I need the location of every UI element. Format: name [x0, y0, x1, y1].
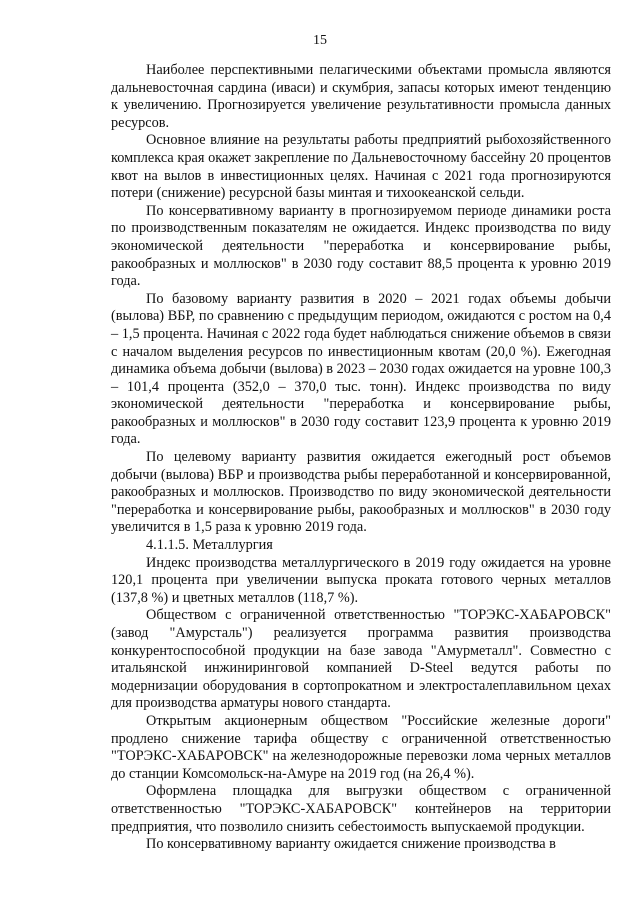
paragraph-target-variant: По целевому варианту развития ожидается ежегодный рост объемов добычи (вылова) ВБР и производства рыбы переработанной и консервированной, ракообразных и моллюсков. Производство по виду экономической деятельности "переработка и консервирование рыбы, ракообразных и моллюсков" в 2030 году увеличится в 1,5 раза к уровню 2019 года.: [111, 449, 611, 536]
paragraph-quota-impact: Основное влияние на результаты работы предприятий рыбохозяйственного комплекса края окажет закрепление по Дальневосточному бассейну 20 процентов квот на вылов в инвестиционных целях. Начиная с 2021 года прогнозируются потери (снижение) ресурсной базы минтая и тихоокеанской сельди.: [111, 132, 611, 202]
document-body: [111, 62, 611, 854]
section-heading-metallurgy: 4.1.1.5. Металлургия: [146, 537, 273, 554]
paragraph-torex-program: Обществом с ограниченной ответственностью "ТОРЭКС-ХАБАРОВСК" (завод "Амурсталь") реализуется программа развития производства конкурентоспособной продукции на базе завода "Амурметалл". Совместно с итальянской инжиниринговой компанией D-Steel ведутся работы по модернизации оборудования в сортопрокатном и электросталеплавильном цехах для производства арматуры нового стандарта.: [111, 607, 611, 712]
paragraph-container-site: Оформлена площадка для выгрузки обществом с ограниченной ответственностью "ТОРЭКС-ХАБАРОВСК" контейнеров на территории предприятия, что позволило снизить себестоимость выпускаемой продукции.: [111, 783, 611, 835]
paragraph-rzd-tariff: Открытым акционерным обществом "Российские железные дороги" продлено снижение тарифа обществу с ограниченной ответственностью "ТОРЭКС-ХАБАРОВСК" на железнодорожные перевозки лома черных металлов до станции Комсомольск-на-Амуре на 2019 год (на 26,4 %).: [111, 712, 611, 782]
page-number: 15: [313, 33, 327, 48]
paragraph-pelagic-objects: Наиболее перспективными пелагическими объектами промысла являются дальневосточная сардина (иваси) и скумбрия, запасы которых имеют тенденцию к увеличению. Прогнозируется увеличение результативности промысла данных ресурсов.: [111, 62, 611, 131]
paragraph-conservative-variant: По консервативному варианту в прогнозируемом периоде динамики роста по производственным показателям не ожидается. Индекс производства по виду экономической деятельности "переработка и консервирование рыбы, ракообразных и моллюсков" в 2030 году составит 88,5 процента к уровню 2019 года.: [111, 202, 611, 290]
paragraph-metallurgy-index: Индекс производства металлургического в 2019 году ожидается на уровне 120,1 процента при увеличении выпуска проката готового черных металлов (137,8 %) и цветных металлов (118,7 %).: [111, 554, 611, 606]
paragraph-base-variant: По базовому варианту развития в 2020 – 2021 годах объемы добычи (вылова) ВБР, по сравнению с предыдущим периодом, ожидаются с ростом на 0,4 – 1,5 процента. Начиная с 2022 года будет наблюдаться снижение объемов в связи с началом выделения ресурсов по инвестиционным квотам (20,0 %). Ежегодная динамика объема добычи (вылова) в 2023 – 2030 годах ожидается на уровне 100,3 – 101,4 процента (352,0 – 370,0 тыс. тонн). Индекс производства по виду экономической деятельности "переработка и консервирование рыбы, ракообразных и моллюсков" в 2030 году составит 123,9 процента к уровню 2019 года.: [111, 290, 611, 448]
paragraph-conservative-metallurgy: По консервативному варианту ожидается снижение производства в: [146, 836, 556, 853]
